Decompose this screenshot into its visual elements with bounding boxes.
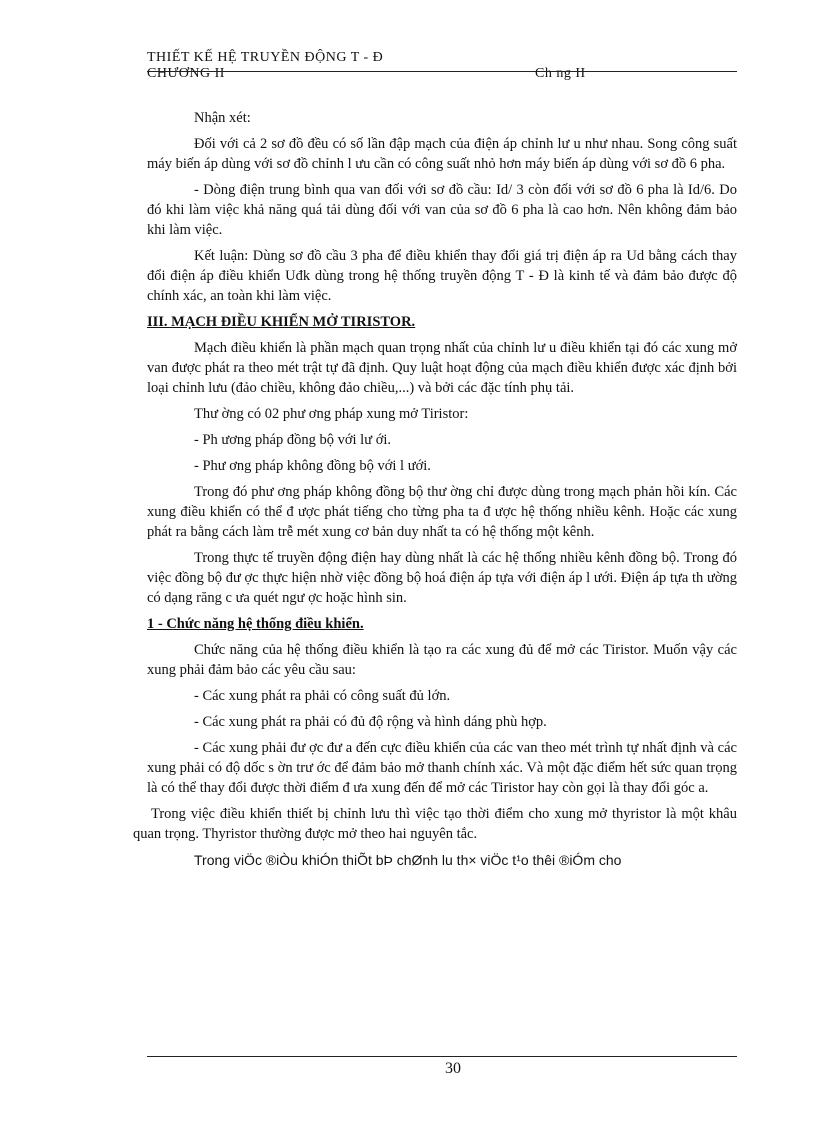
- header-title: THIẾT KẾ HỆ TRUYỀN ĐỘNG T - Đ: [147, 50, 384, 65]
- header-rule: [147, 71, 737, 72]
- paragraph: Nhận xét:: [194, 110, 251, 126]
- header-chapter-right: Ch ng II: [535, 66, 586, 81]
- page-number: 30: [445, 1060, 461, 1077]
- paragraph: Chức năng của hệ thống điều khiển là tạo ra các xung đủ để mở các Tiristor. Muốn vậy các xung phải đảm bảo các yêu cầu sau:: [147, 642, 737, 678]
- paragraph: Mạch điều khiển là phần mạch quan trọng nhất của chỉnh lư u điều khiển tại đó các xung mở van được phát ra theo mét trật tự đã định. Quy luật hoạt động của mạch điều khiển được xác định bởi loại chỉnh lưu (đảo chiều, không đảo chiều,...) và bởi các đặc tính phụ tải.: [147, 340, 737, 396]
- list-item: - Phư ơng pháp không đồng bộ với l ưới.: [194, 458, 431, 474]
- footer-rule: [147, 1056, 737, 1057]
- paragraph: Kết luận: Dùng sơ đồ cầu 3 pha để điều khiển thay đổi giá trị điện áp ra Ud bằng cách thay đổi điện áp điều khiển Uđk dùng trong hệ thống truyền động T - Đ là kinh tế và đảm bảo được độ chính xác, an toàn khi làm việc.: [147, 248, 737, 304]
- header-chapter-left: CHƯƠNG II: [147, 66, 225, 81]
- list-item: - Ph ương pháp đồng bộ với lư ới.: [194, 432, 392, 448]
- paragraph-garbled-encoding: Trong viÖc ®iÒu khiÓn thiÕt bÞ chØnh lu th× viÖc t¹o thêi ®iÓm cho: [194, 852, 622, 868]
- section-heading: III. MẠCH ĐIỀU KHIỂN MỞ TIRISTOR.: [147, 314, 416, 330]
- paragraph: Trong đó phư ơng pháp không đồng bộ thư ờng chỉ được dùng trong mạch phản hồi kín. Các xung điều khiển có thể đ ược phát tiếng cho từng pha ta đ ược hệ thống nhiều kênh. Hoặc các xung phát ra bằng cách làm trễ mét xung cơ bản duy nhất ta có hệ thống một kênh.: [147, 484, 737, 540]
- paragraph: Trong việc điều khiển thiết bị chỉnh lưu thì việc tạo thời điểm cho xung mở thyristor là một khâu quan trọng. Thyristor thường được mở theo hai nguyên tắc.: [133, 806, 737, 842]
- subsection-heading: 1 - Chức năng hệ thống điều khiển.: [147, 616, 364, 632]
- paragraph: - Dòng điện trung bình qua van đối với sơ đồ cầu: Id/ 3 còn đối với sơ đồ 6 pha là Id/6. Do đó khi làm việc khả năng quá tải dùng đối với van của sơ đồ 6 pha là cao hơn. Nên không đảm bảo khi làm việc.: [147, 182, 737, 238]
- paragraph: Đối với cả 2 sơ đồ đều có số lần đập mạch của điện áp chỉnh lư u như nhau. Song công suất máy biến áp dùng với sơ đồ chỉnh l ưu cần có công suất nhỏ hơn máy biến áp dùng với sơ đồ 6 pha.: [147, 136, 737, 172]
- document-body: [133, 108, 737, 876]
- list-item: - Các xung phải đư ợc đư a đến cực điều khiển của các van theo mét trình tự nhất định và các xung phải có độ dốc s ờn trư ớc để đảm bảo mở thanh chính xác. Và một đặc điểm hết sức quan trọng là có thể thay đổi được thời điểm đ ưa xung đến để mở các Tiristor hay còn gọi là thay đổi góc a.: [147, 740, 737, 796]
- paragraph: Thư ờng có 02 phư ơng pháp xung mở Tiristor:: [194, 406, 469, 422]
- list-item: - Các xung phát ra phải có đủ độ rộng và hình dáng phù hợp.: [194, 714, 547, 730]
- paragraph: Trong thực tế truyền động điện hay dùng nhất là các hệ thống nhiều kênh đồng bộ. Trong đó việc đồng bộ đư ợc thực hiện nhờ việc đồng bộ hoá điện áp tựa với điện áp l ưới. Điện áp tựa th ường có dạng răng c ưa quét ngư ợc hoặc hình sin.: [147, 550, 737, 606]
- list-item: - Các xung phát ra phải có công suất đủ lớn.: [194, 688, 451, 704]
